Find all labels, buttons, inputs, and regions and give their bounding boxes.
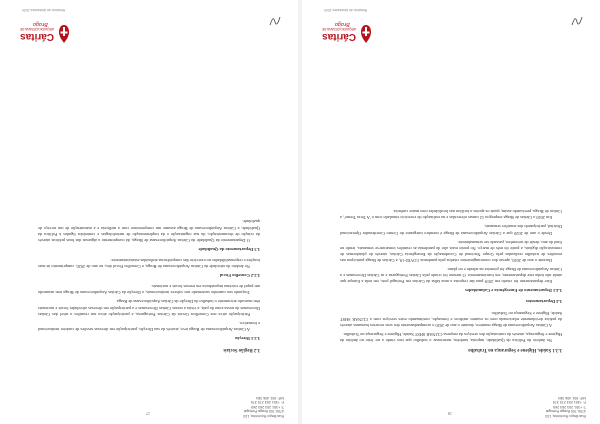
footer-address-line: Rua Bispo Rochinha, 103 xyxy=(545,414,586,418)
left-page-rotated-content xyxy=(0,0,298,424)
caritas-cross-flame-icon xyxy=(358,24,374,44)
paragraph: Este departamento foi criado em 2019 para dar resposta a uma falha da Cáritas em Portugal pois, em toda a Europa que ainda não tinha este departamento, em funcionamento. O mesmo foi criado pela Cáritas Portuguesa e as Cáritas Diocesanas e a Cáritas Arquidiocesana de Braga foi pioneira na adesão e no plano. xyxy=(340,267,562,285)
logo-subtitle: ARQUIDIOCESANA DE xyxy=(19,27,54,31)
section-heading: 3.4.1 Departamento de Emergência e Calamidades xyxy=(465,288,562,294)
section-heading: 3.2.1 Direção xyxy=(234,335,260,341)
report-footer-note: Relatório de Atividades 2020 xyxy=(22,8,66,12)
caritas-logo xyxy=(19,18,72,46)
signature-mark-icon xyxy=(268,14,282,28)
paragraph: Participação ativa nos Conselhos Gerais da Cáritas Portuguesa, a participação ativa nas reuniões a nível das Cáritas Diocesanas da nossa zona do país, a visita a outras Cáritas Diocesanas e a participação em diversas atividades locais e nacionais têm marcado ativamente o trabalho da Direção da Cáritas Arquidiocesana de Braga. xyxy=(38,299,260,317)
footer-fax: F: +351 253 275 379 xyxy=(552,400,586,405)
logo-name: Cáritas xyxy=(20,31,54,42)
page-number: 18 xyxy=(448,411,452,416)
footer-address-line: 4700-700 Braga Portugal xyxy=(243,409,284,414)
paragraph: O Departamento da Qualidade da Cáritas Arquidiocesana de Braga, dá cumprimento a algumas das boas práticas através da criação de documentação, da sua organização e da implementação de metodologias e conteúdos ligados à Política da Qualidade, a Cáritas Arquidiocesana de Braga assume um compromisso com a melhoria e a manutenção de um serviço de qualidade. xyxy=(38,219,260,243)
address-footer xyxy=(545,395,586,418)
paragraph: No âmbito da atividade da Cáritas Arquidiocesana de Braga, o Conselho Fiscal deu, no ano de 2020, cumprimento às suas funções e responsabilidades no exercício das competências atribuídas estatutariamente. xyxy=(38,257,260,270)
report-footer-note: Relatório de Atividades 2020 xyxy=(324,8,368,12)
logo-subtitle: ARQUIDIOCESANA DE xyxy=(321,27,356,31)
paragraph: A Cáritas Arquidiocesana de Braga teve, através da sua Direção, participação em diversas sessões de carácter institucional e formativo. xyxy=(38,320,260,332)
logo-name: Cáritas xyxy=(322,31,356,42)
page-content xyxy=(38,215,260,352)
caritas-cross-flame-icon xyxy=(56,24,72,44)
right-page xyxy=(302,0,600,424)
footer-phone: T: +351 253 263 269 xyxy=(251,404,284,409)
logo-city: Braga xyxy=(33,21,48,27)
paragraph: No âmbito da Política da Qualidade, importa, também, mencionar o trabalho que tem vindo a ser feito no âmbito da Higiene e Segurança, através da contratação dos serviços da empresa CLINAR SHST Saúde, Higiene e Segurança no Trabalho. xyxy=(340,331,562,343)
footer-nif: NIF: 501 406 384 xyxy=(558,395,586,400)
section-heading: 3.3 Departamento da Qualidade xyxy=(198,246,260,252)
address-footer xyxy=(243,395,284,418)
footer-address-line: Rua Bispo Rochinha, 103 xyxy=(243,414,284,418)
paragraph: Desde o ano de 2020 que a Cáritas Arquidiocesana de Braga é membro integrante do Centro Coordenador Operacional Distrital, participando das reuniões semanais. xyxy=(340,224,562,236)
signature-mark-icon xyxy=(570,14,584,28)
logo-city: Braga xyxy=(335,21,350,27)
page-content xyxy=(340,205,562,352)
footer-fax: F: +351 253 275 379 xyxy=(250,400,284,405)
paragraph: A Cáritas Arquidiocesana de Braga manteve, durante o ano de 2020 o acompanhamento dos seus recursos humanos através da prática devidamente relacionada com os exames médicos e formação, continuando estes serviços com a CLINAR SHST Saúde, Higiene e Segurança no Trabalho. xyxy=(340,310,562,328)
left-page xyxy=(0,0,298,424)
paragraph: Traçando um caminho sustentado nos valores institucionais, a Direção da Cáritas Arquidiocesana de Braga tem assumido um papel de extrema importância em termos locais e nacionais. xyxy=(38,284,260,296)
footer-phone: T: +351 253 263 269 xyxy=(553,404,586,409)
section-heading: 3.4 Departamentos xyxy=(525,299,562,305)
page-number: 17 xyxy=(146,411,150,416)
caritas-logo xyxy=(321,18,374,46)
section-heading: 3.3.1 Saúde, Higiene e Segurança no Trabalho xyxy=(468,347,562,352)
section-heading: 3.2 Região Sociais xyxy=(223,347,260,352)
paragraph: Durante o ano de 2020, apesar dos constrangimentos criados pela pandemia COVID-19, a Cáritas de Braga participou nas reuniões de trabalho realizadas pelo Grupo Nacional de Coordenação da Emergência Cáritas, através de plataformas de comunicação digitais, a partir do mês de março. No ponto mais alto da pandemia as reuniões tornaram-se semanais, tendo no final do ano, desde de novembro, passado ser semanalmente. xyxy=(340,239,562,263)
footer-nif: NIF: 501 406 384 xyxy=(256,395,284,400)
footer-address-line: 4700-700 Braga Portugal xyxy=(545,409,586,414)
paragraph: Em 2020 a Cáritas de Braga empregou 12 camas oferecidas e na realização do exercício simulado com o 'A Terra Treme', a Cáritas de Braga, precisando assim, quais os apoios a facilitar nas localidades com maior carência. xyxy=(340,209,562,221)
right-page-rotated-content xyxy=(302,0,600,424)
section-heading: 3.2.2 Conselho Fiscal xyxy=(219,273,260,279)
